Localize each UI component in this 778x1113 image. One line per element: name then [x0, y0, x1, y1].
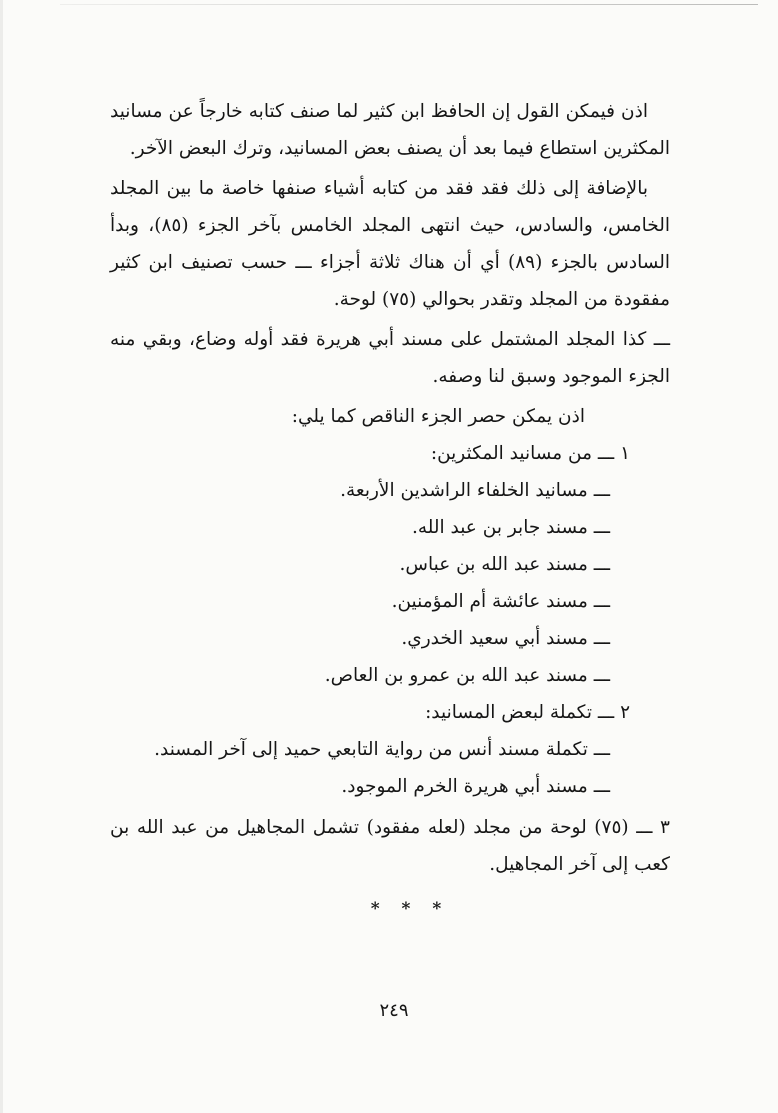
list-item: ـــ تكملة مسند أنس من رواية التابعي حميد إلى آخر المسند.: [110, 731, 670, 768]
paragraph-2: بالإضافة إلى ذلك فقد فقد من كتابه أشياء صنفها خاصة ما بين المجلد الخامس، والسادس، حيث انتهى المجلد الخامس بآخر الجزء (٨٥)، وبدأ السادس بالجزء (٨٩) أي أن هناك ثلاثة أجزاء ـــ حسب تصنيف ابن كثير مفقودة من المجلد وتقدر بحوالي (٧٥) لوحة.: [110, 178, 670, 310]
list-item: ـــ مسند عبد الله بن عمرو بن العاص.: [110, 657, 670, 694]
list-item: ـــ مسند أبي هريرة الخرم الموجود.: [110, 768, 670, 805]
list-item: ـــ مسند عبد الله بن عباس.: [110, 546, 670, 583]
list-item: ـــ مسانيد الخلفاء الراشدين الأربعة.: [110, 472, 670, 509]
summary-intro: اذن يمكن حصر الجزء الناقص كما يلي:: [291, 406, 585, 427]
section-2-list: [110, 731, 670, 805]
section-2-heading: ٢ ـــ تكملة لبعض المسانيد:: [425, 702, 630, 723]
paragraph-3: ـــ كذا المجلد المشتمل على مسند أبي هريرة فقد أوله وضاع، وبقي منه الجزء الموجود وسبق لنا وصفه.: [110, 329, 670, 387]
page-edge-top: [60, 4, 758, 5]
page-number: ٢٤٩: [379, 1000, 409, 1021]
section-3: ٣ ـــ (٧٥) لوحة من مجلد (لعله مفقود) تشمل المجاهيل من عبد الله بن كعب إلى آخر المجاهيل.: [110, 817, 670, 875]
page-edge-left: [0, 0, 3, 1113]
list-item: ـــ مسند جابر بن عبد الله.: [110, 509, 670, 546]
section-separator: * * *: [370, 899, 450, 919]
section-1-list: [110, 472, 670, 694]
paragraph-1: اذن فيمكن القول إن الحافظ ابن كثير لما صنف كتابه خارجاً عن مسانيد المكثرين استطاع فيما بعد أن يصنف بعض المسانيد، وترك البعض الآخر.: [110, 101, 670, 159]
section-1-heading: ١ ـــ من مسانيد المكثرين:: [430, 443, 630, 464]
list-item: ـــ مسند عائشة أم المؤمنين.: [110, 583, 670, 620]
page-body: [110, 93, 670, 928]
list-item: ـــ مسند أبي سعيد الخدري.: [110, 620, 670, 657]
